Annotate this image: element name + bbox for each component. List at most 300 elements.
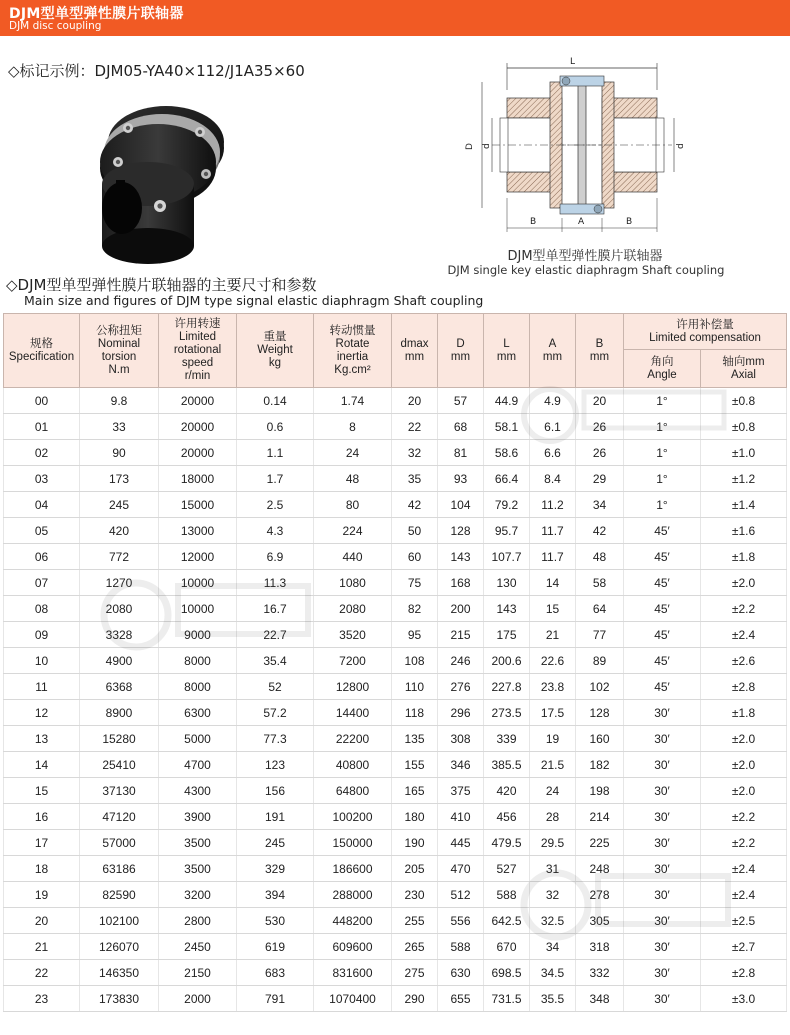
table-cell: 82590 — [80, 882, 159, 908]
coupling-diagram — [462, 50, 702, 240]
table-cell: 57000 — [80, 830, 159, 856]
table-cell: ±3.0 — [701, 986, 787, 1012]
dim-label-D: D — [465, 143, 475, 150]
table-cell: 0.6 — [237, 414, 314, 440]
table-cell: 10000 — [159, 596, 237, 622]
table-cell: 420 — [80, 518, 159, 544]
table-cell: 556 — [438, 908, 484, 934]
table-row — [4, 830, 787, 856]
table-cell: 48 — [576, 544, 624, 570]
table-cell: ±2.4 — [701, 856, 787, 882]
table-cell: 420 — [484, 778, 530, 804]
table-cell: 45′ — [624, 648, 701, 674]
table-cell: 15 — [530, 596, 576, 622]
table-cell: 44.9 — [484, 388, 530, 414]
table-cell: 108 — [392, 648, 438, 674]
table-cell: 57.2 — [237, 700, 314, 726]
table-cell: 440 — [314, 544, 392, 570]
header-compensation: 许用补偿量 Limited compensation — [624, 314, 787, 350]
table-row — [4, 518, 787, 544]
table-cell: 102 — [576, 674, 624, 700]
table-cell: 32 — [392, 440, 438, 466]
table-cell: ±2.0 — [701, 752, 787, 778]
table-cell: 21 — [530, 622, 576, 648]
table-cell: 1.1 — [237, 440, 314, 466]
table-cell: 30′ — [624, 908, 701, 934]
table-cell: 278 — [576, 882, 624, 908]
table-cell: 1.74 — [314, 388, 392, 414]
table-row — [4, 648, 787, 674]
table-cell: 107.7 — [484, 544, 530, 570]
table-cell: 21.5 — [530, 752, 576, 778]
table-cell: 05 — [4, 518, 80, 544]
table-cell: 20 — [392, 388, 438, 414]
table-cell: 296 — [438, 700, 484, 726]
table-cell: 25410 — [80, 752, 159, 778]
table-cell: 16 — [4, 804, 80, 830]
table-cell: 22200 — [314, 726, 392, 752]
table-cell: 1080 — [314, 570, 392, 596]
table-cell: 7200 — [314, 648, 392, 674]
table-cell: 175 — [484, 622, 530, 648]
table-row — [4, 544, 787, 570]
table-row — [4, 726, 787, 752]
table-cell: 180 — [392, 804, 438, 830]
table-cell: 58.1 — [484, 414, 530, 440]
table-cell: 52 — [237, 674, 314, 700]
table-cell: ±2.8 — [701, 960, 787, 986]
table-cell: 670 — [484, 934, 530, 960]
diagram-caption-zh: DJM型单型弹性膜片联轴器 — [507, 249, 663, 264]
table-cell: 6368 — [80, 674, 159, 700]
table-cell: 30′ — [624, 752, 701, 778]
table-cell: ±2.6 — [701, 648, 787, 674]
table-cell: 1° — [624, 440, 701, 466]
header-spec: 规格 Specification — [4, 314, 80, 388]
table-cell: 02 — [4, 440, 80, 466]
table-cell: 80 — [314, 492, 392, 518]
table-cell: 143 — [484, 596, 530, 622]
table-cell: 227.8 — [484, 674, 530, 700]
table-cell: 12 — [4, 700, 80, 726]
table-row — [4, 674, 787, 700]
coupling-photo — [88, 88, 228, 266]
table-cell: 26 — [576, 414, 624, 440]
table-cell: 45′ — [624, 570, 701, 596]
table-cell: 255 — [392, 908, 438, 934]
table-cell: 182 — [576, 752, 624, 778]
dim-label-L: L — [570, 57, 576, 67]
table-cell: 89 — [576, 648, 624, 674]
table-cell: 12000 — [159, 544, 237, 570]
table-cell: 130 — [484, 570, 530, 596]
table-cell: ±2.0 — [701, 778, 787, 804]
table-cell: 588 — [484, 882, 530, 908]
table-cell: 8000 — [159, 648, 237, 674]
table-cell: 3328 — [80, 622, 159, 648]
header-dmax: dmax mm — [392, 314, 438, 388]
table-cell: 224 — [314, 518, 392, 544]
table-cell: 64800 — [314, 778, 392, 804]
table-cell: 21 — [4, 934, 80, 960]
table-cell: 410 — [438, 804, 484, 830]
table-cell: 34 — [530, 934, 576, 960]
table-cell: 12800 — [314, 674, 392, 700]
table-cell: 205 — [392, 856, 438, 882]
table-cell: 588 — [438, 934, 484, 960]
table-cell: 50 — [392, 518, 438, 544]
table-cell: 619 — [237, 934, 314, 960]
table-cell: 4300 — [159, 778, 237, 804]
table-cell: ±2.0 — [701, 570, 787, 596]
table-cell: 348 — [576, 986, 624, 1012]
table-row — [4, 388, 787, 414]
table-cell: 77 — [576, 622, 624, 648]
table-cell: 24 — [530, 778, 576, 804]
table-cell: 14 — [530, 570, 576, 596]
table-cell: 68 — [438, 414, 484, 440]
table-cell: ±1.2 — [701, 466, 787, 492]
table-cell: 118 — [392, 700, 438, 726]
table-row — [4, 986, 787, 1012]
table-cell: 13000 — [159, 518, 237, 544]
table-cell: 45′ — [624, 674, 701, 700]
table-cell: 683 — [237, 960, 314, 986]
table-cell: 90 — [80, 440, 159, 466]
table-cell: 123 — [237, 752, 314, 778]
table-cell: 6.9 — [237, 544, 314, 570]
dim-label-A: A — [578, 217, 585, 227]
table-cell: ±1.8 — [701, 544, 787, 570]
header-inertia: 转动惯量 Rotate inertia Kg.cm² — [314, 314, 392, 388]
table-cell: 100200 — [314, 804, 392, 830]
dim-label-d-left: d — [482, 143, 492, 149]
table-cell: 308 — [438, 726, 484, 752]
table-cell: ±2.8 — [701, 674, 787, 700]
table-cell: 35 — [392, 466, 438, 492]
table-cell: 3520 — [314, 622, 392, 648]
table-cell: 30′ — [624, 830, 701, 856]
table-cell: 394 — [237, 882, 314, 908]
table-cell: 20000 — [159, 414, 237, 440]
table-cell: ±1.8 — [701, 700, 787, 726]
table-cell: 82 — [392, 596, 438, 622]
table-row — [4, 414, 787, 440]
table-cell: 265 — [392, 934, 438, 960]
table-cell: 45′ — [624, 622, 701, 648]
table-cell: 24 — [314, 440, 392, 466]
table-cell: 2000 — [159, 986, 237, 1012]
table-cell: 1° — [624, 388, 701, 414]
table-cell: 00 — [4, 388, 80, 414]
table-cell: 32 — [530, 882, 576, 908]
table-cell: 1° — [624, 492, 701, 518]
table-cell: 18000 — [159, 466, 237, 492]
header-D: D mm — [438, 314, 484, 388]
table-cell: 0.14 — [237, 388, 314, 414]
table-cell: 30′ — [624, 804, 701, 830]
banner-subtitle: DJM disc coupling — [9, 20, 102, 32]
table-cell: 17.5 — [530, 700, 576, 726]
table-row — [4, 492, 787, 518]
table-cell: 2800 — [159, 908, 237, 934]
table-cell: 35.5 — [530, 986, 576, 1012]
table-cell: 445 — [438, 830, 484, 856]
table-cell: 81 — [438, 440, 484, 466]
table-cell: 34 — [576, 492, 624, 518]
spec-table-body — [4, 388, 787, 1012]
table-cell: ±2.0 — [701, 726, 787, 752]
table-cell: 339 — [484, 726, 530, 752]
table-cell: 10000 — [159, 570, 237, 596]
table-cell: 128 — [576, 700, 624, 726]
table-cell: 1° — [624, 466, 701, 492]
header-L: L mm — [484, 314, 530, 388]
table-cell: ±2.4 — [701, 622, 787, 648]
table-cell: 186600 — [314, 856, 392, 882]
marking-example: ◇标记示例：DJM05-YA40×112/J1A35×60 — [8, 62, 305, 80]
table-cell: 4.3 — [237, 518, 314, 544]
table-cell: 58.6 — [484, 440, 530, 466]
table-cell: 772 — [80, 544, 159, 570]
table-cell: 23.8 — [530, 674, 576, 700]
table-cell: 6.6 — [530, 440, 576, 466]
table-cell: 150000 — [314, 830, 392, 856]
table-cell: 9000 — [159, 622, 237, 648]
table-row — [4, 752, 787, 778]
table-cell: 31 — [530, 856, 576, 882]
table-row — [4, 960, 787, 986]
table-cell: 160 — [576, 726, 624, 752]
table-cell: 530 — [237, 908, 314, 934]
table-cell: 47120 — [80, 804, 159, 830]
table-cell: 2.5 — [237, 492, 314, 518]
table-cell: 276 — [438, 674, 484, 700]
header-banner — [0, 0, 790, 36]
table-cell: 143 — [438, 544, 484, 570]
table-cell: 173830 — [80, 986, 159, 1012]
table-cell: 63186 — [80, 856, 159, 882]
table-cell: 30′ — [624, 700, 701, 726]
table-cell: 60 — [392, 544, 438, 570]
table-cell: 609600 — [314, 934, 392, 960]
table-cell: 30′ — [624, 960, 701, 986]
table-cell: 16.7 — [237, 596, 314, 622]
header-A: A mm — [530, 314, 576, 388]
table-cell: 10 — [4, 648, 80, 674]
table-cell: 630 — [438, 960, 484, 986]
table-cell: 173 — [80, 466, 159, 492]
table-cell: 2080 — [80, 596, 159, 622]
table-cell: 42 — [392, 492, 438, 518]
table-cell: 18 — [4, 856, 80, 882]
table-row — [4, 570, 787, 596]
table-cell: 30′ — [624, 882, 701, 908]
table-cell: 126070 — [80, 934, 159, 960]
table-cell: 11 — [4, 674, 80, 700]
table-cell: 1.7 — [237, 466, 314, 492]
table-cell: 448200 — [314, 908, 392, 934]
table-cell: 8000 — [159, 674, 237, 700]
table-cell: 20000 — [159, 440, 237, 466]
table-cell: ±2.2 — [701, 830, 787, 856]
table-cell: 102100 — [80, 908, 159, 934]
table-cell: 28 — [530, 804, 576, 830]
table-row — [4, 466, 787, 492]
table-cell: 4700 — [159, 752, 237, 778]
table-cell: 34.5 — [530, 960, 576, 986]
table-cell: 09 — [4, 622, 80, 648]
table-cell: 245 — [80, 492, 159, 518]
header-B: B mm — [576, 314, 624, 388]
section-title-zh: ◇DJM型单型弹性膜片联轴器的主要尺寸和参数 — [6, 276, 317, 294]
table-cell: 791 — [237, 986, 314, 1012]
table-cell: 03 — [4, 466, 80, 492]
table-cell: 15280 — [80, 726, 159, 752]
dim-label-B-left: B — [530, 217, 537, 227]
dim-label-B-right: B — [626, 217, 633, 227]
table-cell: 30′ — [624, 778, 701, 804]
table-cell: 156 — [237, 778, 314, 804]
table-cell: 318 — [576, 934, 624, 960]
table-cell: 4900 — [80, 648, 159, 674]
header-torsion: 公称扭矩 Nominal torsion N.m — [80, 314, 159, 388]
table-cell: 385.5 — [484, 752, 530, 778]
table-cell: 512 — [438, 882, 484, 908]
table-cell: 527 — [484, 856, 530, 882]
table-cell: ±2.2 — [701, 804, 787, 830]
table-cell: 200.6 — [484, 648, 530, 674]
table-cell: 4.9 — [530, 388, 576, 414]
table-cell: 32.5 — [530, 908, 576, 934]
table-cell: 04 — [4, 492, 80, 518]
table-cell: 45′ — [624, 544, 701, 570]
table-cell: 30′ — [624, 856, 701, 882]
table-cell: 95 — [392, 622, 438, 648]
table-cell: 642.5 — [484, 908, 530, 934]
table-cell: 698.5 — [484, 960, 530, 986]
table-cell: 246 — [438, 648, 484, 674]
dim-label-d-right: d — [676, 143, 686, 149]
table-cell: ±2.5 — [701, 908, 787, 934]
table-cell: 135 — [392, 726, 438, 752]
table-cell: 731.5 — [484, 986, 530, 1012]
table-cell: 20000 — [159, 388, 237, 414]
table-cell: 8 — [314, 414, 392, 440]
table-cell: 655 — [438, 986, 484, 1012]
table-cell: 146350 — [80, 960, 159, 986]
table-cell: 200 — [438, 596, 484, 622]
table-cell: 11.2 — [530, 492, 576, 518]
table-cell: 1070400 — [314, 986, 392, 1012]
table-cell: ±1.4 — [701, 492, 787, 518]
table-cell: 11.3 — [237, 570, 314, 596]
table-cell: 23 — [4, 986, 80, 1012]
header-speed: 许用转速 Limited rotational speed r/min — [159, 314, 237, 388]
table-cell: 275 — [392, 960, 438, 986]
diagram-caption-en: DJM single key elastic diaphragm Shaft coupling — [447, 263, 725, 277]
table-row — [4, 804, 787, 830]
table-cell: 66.4 — [484, 466, 530, 492]
table-cell: 15 — [4, 778, 80, 804]
header-weight: 重量 Weight kg — [237, 314, 314, 388]
table-row — [4, 934, 787, 960]
table-cell: 29 — [576, 466, 624, 492]
table-cell: 58 — [576, 570, 624, 596]
table-cell: 8.4 — [530, 466, 576, 492]
table-cell: 19 — [530, 726, 576, 752]
table-row — [4, 882, 787, 908]
table-cell: 479.5 — [484, 830, 530, 856]
table-cell: 104 — [438, 492, 484, 518]
table-cell: 456 — [484, 804, 530, 830]
table-cell: 198 — [576, 778, 624, 804]
table-cell: 375 — [438, 778, 484, 804]
table-cell: ±0.8 — [701, 414, 787, 440]
table-cell: 17 — [4, 830, 80, 856]
header-angle: 角向 Angle — [624, 350, 701, 388]
table-cell: 831600 — [314, 960, 392, 986]
table-cell: 2450 — [159, 934, 237, 960]
table-cell: 215 — [438, 622, 484, 648]
table-cell: 245 — [237, 830, 314, 856]
section-title-en: Main size and figures of DJM type signal elastic diaphragm Shaft coupling — [24, 293, 484, 308]
table-row — [4, 622, 787, 648]
table-cell: 273.5 — [484, 700, 530, 726]
table-cell: ±1.6 — [701, 518, 787, 544]
table-cell: 3500 — [159, 856, 237, 882]
table-cell: 48 — [314, 466, 392, 492]
spec-table — [3, 313, 787, 1012]
table-cell: 95.7 — [484, 518, 530, 544]
table-cell: 128 — [438, 518, 484, 544]
table-cell: 248 — [576, 856, 624, 882]
table-row — [4, 700, 787, 726]
table-cell: ±0.8 — [701, 388, 787, 414]
table-row — [4, 778, 787, 804]
table-cell: 35.4 — [237, 648, 314, 674]
table-cell: 64 — [576, 596, 624, 622]
table-cell: 57 — [438, 388, 484, 414]
table-cell: 225 — [576, 830, 624, 856]
table-cell: 110 — [392, 674, 438, 700]
table-cell: 5000 — [159, 726, 237, 752]
table-cell: 6300 — [159, 700, 237, 726]
table-cell: 19 — [4, 882, 80, 908]
table-cell: 288000 — [314, 882, 392, 908]
table-cell: 22.6 — [530, 648, 576, 674]
table-cell: 45′ — [624, 518, 701, 544]
table-cell: 40800 — [314, 752, 392, 778]
table-cell: 230 — [392, 882, 438, 908]
table-cell: 93 — [438, 466, 484, 492]
banner-title: DJM型单型弹性膜片联轴器 — [9, 6, 184, 22]
table-cell: 470 — [438, 856, 484, 882]
table-cell: 45′ — [624, 596, 701, 622]
table-cell: 22.7 — [237, 622, 314, 648]
table-cell: 15000 — [159, 492, 237, 518]
table-cell: 08 — [4, 596, 80, 622]
table-cell: ±2.4 — [701, 882, 787, 908]
table-cell: 22 — [4, 960, 80, 986]
table-cell: 11.7 — [530, 544, 576, 570]
table-row — [4, 440, 787, 466]
table-cell: 29.5 — [530, 830, 576, 856]
table-cell: 290 — [392, 986, 438, 1012]
table-cell: 1° — [624, 414, 701, 440]
table-cell: 191 — [237, 804, 314, 830]
table-cell: 13 — [4, 726, 80, 752]
